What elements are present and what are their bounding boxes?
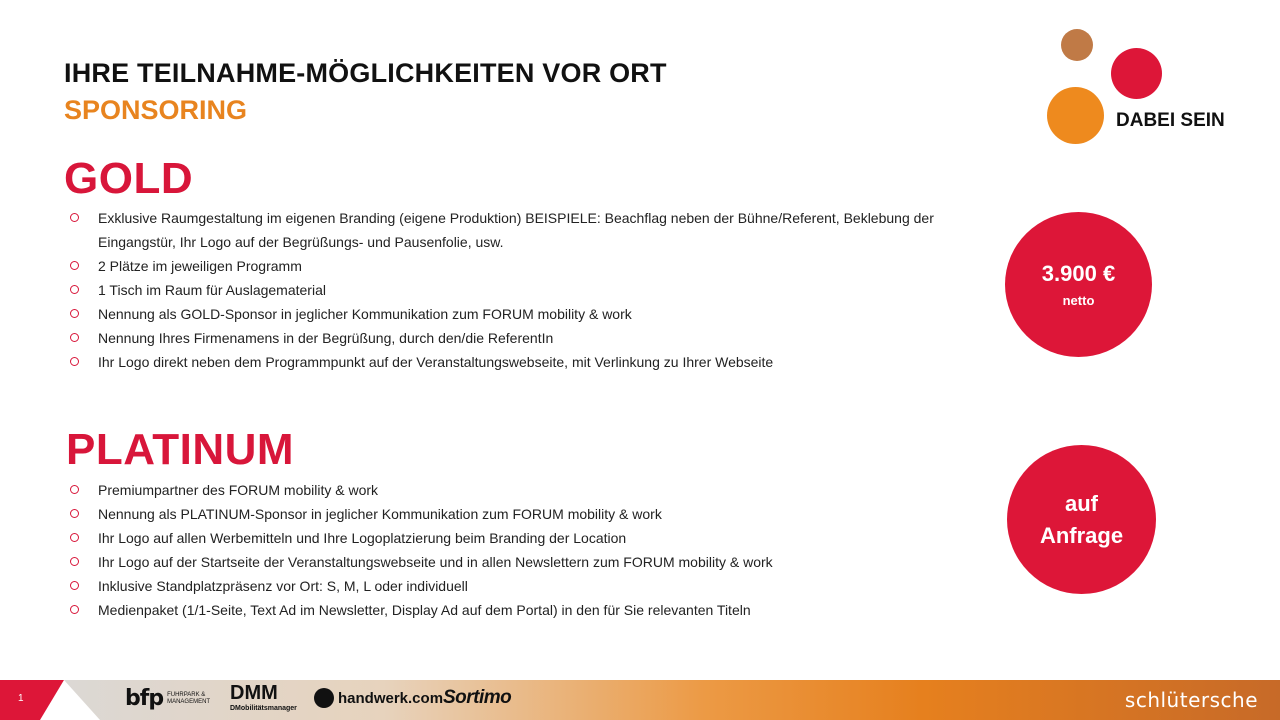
gold-price: 3.900 € [1041,261,1116,286]
decor-circle-red [1111,48,1162,99]
bfp-logo: bfp FUHRPARK & MANAGEMENT [125,686,211,711]
platinum-price-line1: auf [1065,490,1098,516]
bullet-icon [70,261,79,270]
dabei-sein-label: DABEI SEIN [1116,110,1225,131]
bullet-icon [70,485,79,494]
list-item: 1 Tisch im Raum für Auslagematerial [64,278,964,302]
decor-circle-brown [1061,29,1093,61]
list-item: Nennung als PLATINUM-Sponsor in jeglicher Kommunikation zum FORUM mobility & work [64,502,964,526]
sortimo-logo: Sortimo [443,687,512,708]
list-item: Medienpaket (1/1-Seite, Text Ad im Newsletter, Display Ad auf dem Portal) in den für Sie relevanten Titeln [64,598,964,622]
page-subtitle: SPONSORING [64,95,248,125]
platinum-heading: PLATINUM [66,425,295,474]
list-item: Ihr Logo auf der Startseite der Veranstaltungswebseite und in allen Newslettern zum FORUM mobility & work [64,550,964,574]
dmm-logo: DMM DMobilitätsmanager [230,682,297,712]
list-item: Nennung als GOLD-Sponsor in jeglicher Kommunikation zum FORUM mobility & work [64,302,964,326]
list-item: Ihr Logo direkt neben dem Programmpunkt auf der Veranstaltungswebseite, mit Verlinkung zu Ihrer Webseite [64,350,964,374]
page-title: IHRE TEILNAHME-MÖGLICHKEITEN VOR ORT [64,58,667,88]
gold-list [64,206,964,374]
bullet-icon [70,213,79,222]
list-item: Inklusive Standplatzpräsenz vor Ort: S, M, L oder individuell [64,574,964,598]
handwerk-logo: handwerk.com [314,688,443,708]
schluetersche-logo: schlütersche [1124,688,1258,712]
decor-circle-orange [1047,87,1104,144]
bullet-icon [70,285,79,294]
bullet-icon [70,509,79,518]
list-item: 2 Plätze im jeweiligen Programm [64,254,964,278]
platinum-list [64,478,964,622]
platinum-price-circle [1007,445,1156,594]
list-item: Nennung Ihres Firmenamens in der Begrüßung, durch den/die ReferentIn [64,326,964,350]
list-item: Exklusive Raumgestaltung im eigenen Branding (eigene Produktion) BEISPIELE: Beachflag neben der Bühne/Referent, Beklebung der Eingangstür, Ihr Logo auf der Begrüßungs- und Pausenfolie, usw. [64,206,964,254]
bullet-icon [70,333,79,342]
footer-bar [0,680,1280,720]
bullet-icon [70,357,79,366]
gold-price-note: netto [1062,293,1095,308]
gold-price-circle [1005,212,1152,357]
bullet-icon [70,533,79,542]
list-item: Premiumpartner des FORUM mobility & work [64,478,964,502]
bullet-icon [70,557,79,566]
bullet-icon [70,605,79,614]
page-number: 1 [18,693,24,704]
gold-heading: GOLD [64,154,194,203]
bullet-icon [70,309,79,318]
bullet-icon [70,581,79,590]
platinum-price-line2: Anfrage [1039,522,1124,548]
handwerk-icon [314,688,334,708]
list-item: Ihr Logo auf allen Werbemitteln und Ihre Logoplatzierung beim Branding der Location [64,526,964,550]
